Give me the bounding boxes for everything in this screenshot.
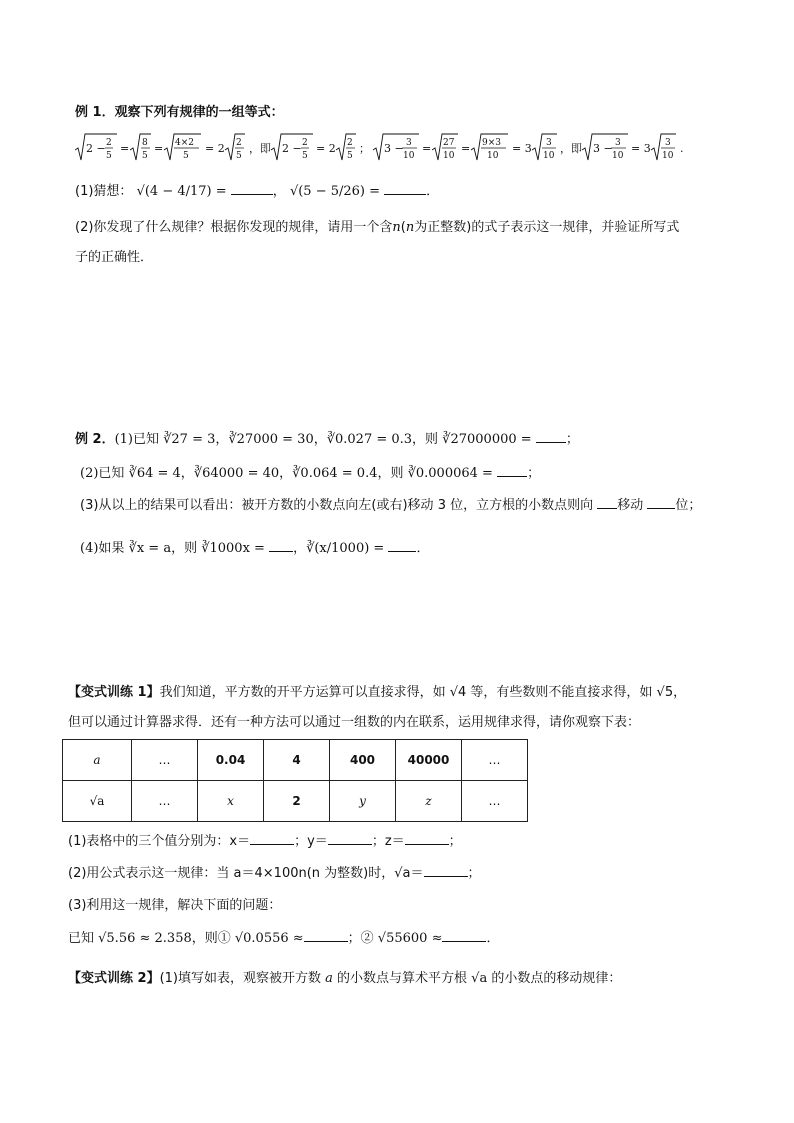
- svg-text:3 −: 3 −: [384, 142, 404, 155]
- svg-text:10: 10: [487, 151, 499, 161]
- ex2-blank-5[interactable]: [269, 551, 293, 552]
- table-cell: 0.04: [198, 740, 264, 781]
- ex2-blank-6[interactable]: [388, 551, 416, 552]
- ex2-line4-end: ．: [416, 541, 430, 556]
- v2-text-b: 的小数点与算术平方根: [332, 971, 472, 986]
- example2-title: 例 2．: [75, 432, 115, 447]
- svg-text:8: 8: [142, 138, 148, 148]
- svg-text:，即: ，即: [560, 142, 582, 155]
- example1-question1: [75, 183, 439, 201]
- svg-text:= 3: = 3: [512, 142, 532, 155]
- variant1-intro-line2: 但可以通过计算器求得．还有一种方法可以通过一组数的内在联系，运用规律求得，请你观察下表：: [68, 715, 641, 730]
- svg-text:2: 2: [302, 138, 308, 148]
- ex2-line3-text-c: 位；: [675, 498, 702, 513]
- table-cell: …: [462, 781, 528, 822]
- v1-blank-formula[interactable]: [424, 876, 468, 877]
- v1-blank-z[interactable]: [405, 844, 449, 845]
- ex2-blank-4[interactable]: [647, 508, 675, 509]
- svg-text:，即: ，即: [249, 142, 271, 155]
- v1-q2-text: (2)用公式表示这一规律：当 a＝4×100n(n 为整数)时，√a＝: [68, 866, 424, 881]
- svg-text:5: 5: [142, 151, 148, 161]
- table-cell: 400: [330, 740, 396, 781]
- table-cell: 40000: [396, 740, 462, 781]
- ex2-line3-text-b: 移动: [617, 498, 644, 513]
- svg-text:3: 3: [665, 138, 671, 148]
- variant1-question1: [68, 833, 462, 851]
- svg-text:5: 5: [106, 151, 112, 161]
- svg-text:10: 10: [443, 151, 455, 161]
- q1-answer-blank-a[interactable]: [231, 194, 273, 195]
- svg-text:=: =: [422, 142, 432, 155]
- v1-q3-mid: ；② √55600 ≈: [347, 931, 443, 946]
- v1-blank-y[interactable]: [328, 844, 372, 845]
- svg-text:3 −: 3 −: [593, 142, 613, 155]
- svg-text:2 −: 2 −: [282, 142, 302, 155]
- q1-expression-b: √(5 − 5/26) =: [289, 184, 381, 199]
- svg-text:= 2: = 2: [316, 142, 336, 155]
- svg-text:5: 5: [183, 151, 189, 161]
- table-cell: …: [132, 740, 198, 781]
- q1-prefix: (1)猜想：: [75, 184, 133, 199]
- svg-text:2 −: 2 −: [86, 142, 106, 155]
- q1-end: ．: [426, 184, 440, 199]
- svg-text:=: =: [120, 142, 130, 155]
- ex2-blank-1[interactable]: [536, 442, 566, 443]
- variant1-question2: [68, 865, 481, 883]
- ex2-line1-text: (1)已知 ∛27 = 3，∛27000 = 30，∛0.027 = 0.3，则 ∛27000000 =: [114, 432, 532, 447]
- table-row: [63, 740, 528, 781]
- table-cell: 2: [264, 781, 330, 822]
- v2-sqrt-a: √a: [471, 971, 488, 986]
- svg-text:2: 2: [236, 138, 242, 148]
- v1-q3-line-text: 已知 √5.56 ≈ 2.358，则① √0.0556 ≈: [68, 931, 304, 946]
- q2-n-var: n: [392, 220, 401, 235]
- v1-q2-end: ；: [467, 866, 481, 881]
- q1-separator: ，: [272, 184, 286, 199]
- q2-text-a: (2)你发现了什么规律？根据你发现的规律，请用一个含: [75, 220, 393, 235]
- table-cell: y: [330, 781, 396, 822]
- v1-q1-text: (1)表格中的三个值分别为：x＝: [68, 834, 251, 849]
- svg-text:3: 3: [615, 138, 621, 148]
- table-cell: √a: [63, 781, 132, 822]
- svg-text:5: 5: [347, 151, 353, 161]
- table-row: [63, 781, 528, 822]
- q2-paren: (: [400, 220, 406, 235]
- svg-text:9×3: 9×3: [482, 138, 501, 148]
- variant1-intro1: 我们知道，平方数的开平方运算可以直接求得，如 √4 等，有些数则不能直接求得，如 √5，: [159, 685, 687, 700]
- example1-equations: [75, 136, 695, 166]
- ex2-line4-text-b: ，∛(x/1000) =: [293, 541, 385, 556]
- example1-question2-cont: 子的正确性．: [75, 250, 154, 265]
- svg-text:10: 10: [543, 151, 555, 161]
- svg-text:2: 2: [347, 138, 353, 148]
- variant2-title: 【变式训练 2】: [68, 971, 160, 986]
- svg-text:2: 2: [106, 138, 112, 148]
- q1-expression-a: √(4 − 4/17) =: [136, 184, 227, 199]
- ex2-blank-2[interactable]: [497, 476, 527, 477]
- svg-text:4×2: 4×2: [175, 138, 194, 148]
- svg-text:= 2: = 2: [205, 142, 225, 155]
- v1-q1-end: ；: [448, 834, 462, 849]
- svg-text:=: =: [461, 142, 471, 155]
- example2-line3: [80, 497, 701, 515]
- svg-text:10: 10: [662, 151, 674, 161]
- svg-text:27: 27: [443, 138, 455, 148]
- example2-line2: [80, 465, 540, 483]
- v2-a-var: a: [325, 971, 333, 986]
- table-cell: x: [198, 781, 264, 822]
- v1-q3-end: ．: [486, 931, 500, 946]
- example1-equation-graphic: [75, 130, 695, 166]
- v1-blank-x[interactable]: [250, 844, 294, 845]
- v1-q1-z: ；z＝: [371, 834, 405, 849]
- variant1-intro-line1: [68, 684, 686, 702]
- svg-text:5: 5: [236, 151, 242, 161]
- svg-text:3: 3: [546, 138, 552, 148]
- variant2-line: [68, 970, 621, 988]
- example2-line4: [80, 540, 429, 558]
- svg-text:.: .: [680, 142, 684, 155]
- variant1-question3-line: [68, 930, 499, 948]
- v1-blank-q3b[interactable]: [442, 941, 486, 942]
- ex2-blank-3[interactable]: [597, 508, 617, 509]
- v1-blank-q3a[interactable]: [304, 941, 348, 942]
- example1-title: 例 1．观察下列有规律的一组等式：: [75, 105, 284, 120]
- table-cell: a: [63, 740, 132, 781]
- ex2-line1-end: ；: [565, 432, 579, 447]
- ex2-line4-text-a: (4)如果 ∛x = a，则 ∛1000x =: [80, 541, 265, 556]
- ex2-line3-text-a: (3)从以上的结果可以看出：被开方数的小数点向左(或右)移动 3 位，立方根的小数点则向: [80, 498, 594, 513]
- ex2-line2-text: (2)已知 ∛64 = 4，∛64000 = 40，∛0.064 = 0.4，则 ∛0.000064 =: [80, 466, 493, 481]
- ex2-line2-end: ；: [527, 466, 541, 481]
- table-cell: …: [462, 740, 528, 781]
- v2-text-c: 的小数点的移动规律：: [487, 971, 622, 986]
- table-cell: 4: [264, 740, 330, 781]
- svg-text:10: 10: [612, 151, 624, 161]
- example2-line1: [75, 431, 579, 449]
- table-cell: z: [396, 781, 462, 822]
- table-cell: …: [132, 781, 198, 822]
- q1-answer-blank-b[interactable]: [384, 194, 426, 195]
- q2-text-b: 为正整数)的式子表示这一规律，并验证所写式: [414, 220, 680, 235]
- value-table: [62, 739, 528, 822]
- svg-text:；: ；: [359, 142, 370, 155]
- v2-text-a: (1)填写如表，观察被开方数: [159, 971, 326, 986]
- q2-n-var-2: n: [405, 220, 415, 235]
- svg-text:10: 10: [403, 151, 415, 161]
- svg-text:=: =: [154, 142, 164, 155]
- v1-q1-y: ；y＝: [294, 834, 328, 849]
- example1-question2: [75, 219, 679, 237]
- variant1-question3: (3)利用这一规律，解决下面的问题：: [68, 898, 282, 913]
- svg-text:= 3: = 3: [631, 142, 651, 155]
- svg-text:3: 3: [406, 138, 412, 148]
- svg-text:5: 5: [302, 151, 308, 161]
- variant1-title: 【变式训练 1】: [68, 685, 160, 700]
